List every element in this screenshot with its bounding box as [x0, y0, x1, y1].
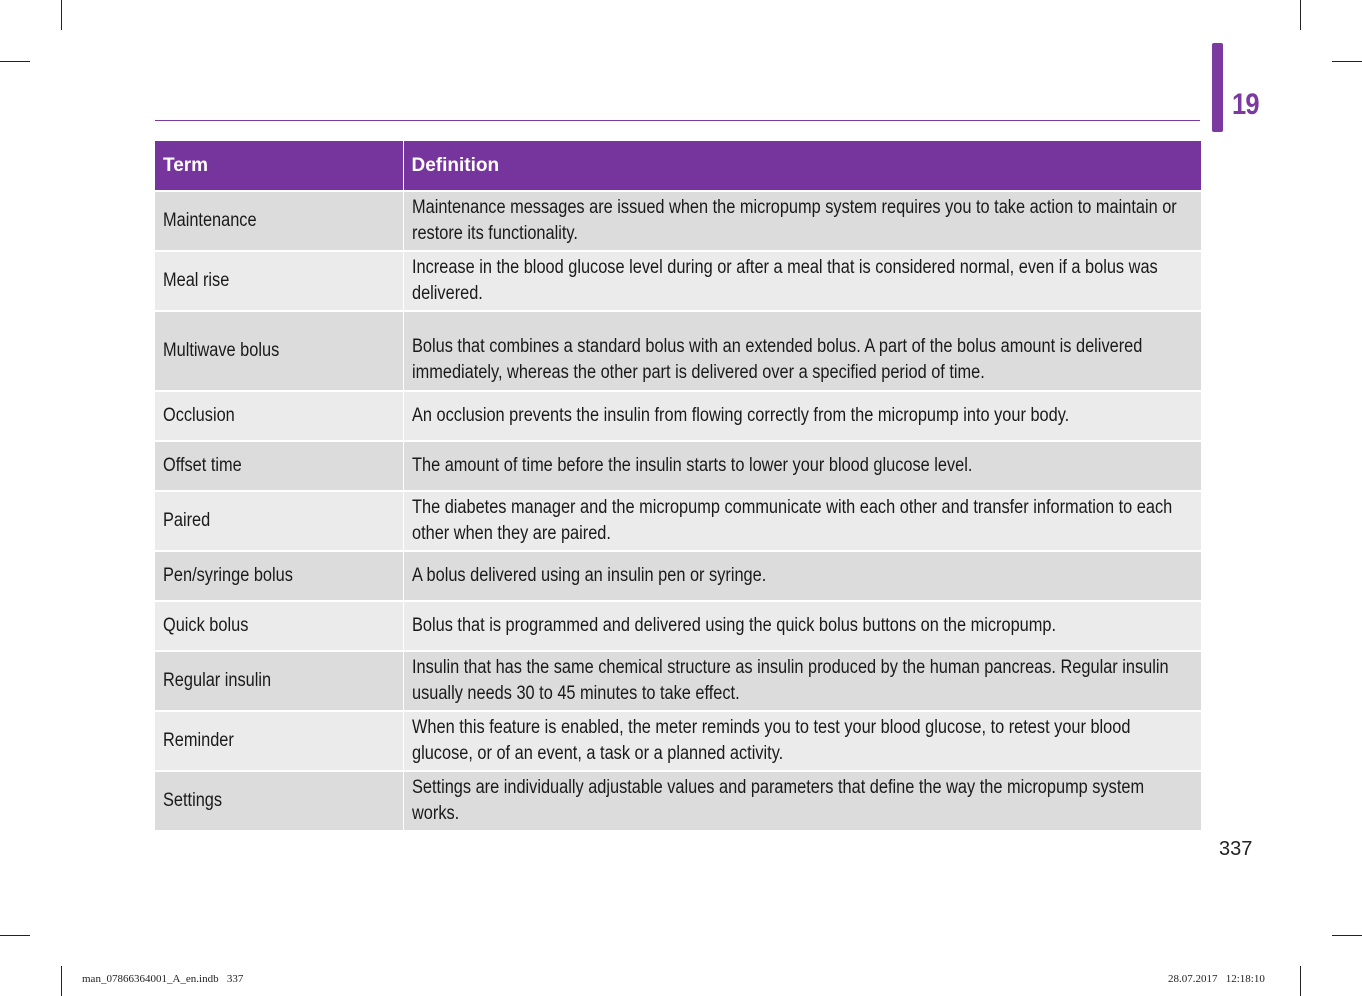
term-text: Multiwave bolus	[163, 340, 280, 361]
term-cell	[155, 771, 403, 830]
definition-text: Maintenance messages are issued when the micropump system requires you to take action to maintain or restore its functionality.	[411, 197, 1177, 244]
table-row	[155, 711, 1201, 771]
definition-text: When this feature is enabled, the meter reminds you to test your blood glucose, to retest your blood glucose, or of an event, a task or a planned activity.	[411, 717, 1130, 764]
term-cell	[155, 391, 403, 441]
column-header-definition	[403, 141, 1201, 191]
term-text: Pen/syringe bolus	[163, 565, 293, 586]
table-row	[155, 771, 1201, 830]
table-row	[155, 601, 1201, 651]
crop-mark	[1300, 966, 1301, 996]
definition-cell	[403, 771, 1201, 830]
term-text: Occlusion	[163, 405, 235, 426]
definition-text: Settings are individually adjustable values and parameters that define the way the micropump system works.	[411, 777, 1144, 824]
term-text: Maintenance	[163, 210, 257, 231]
table-row	[155, 311, 1201, 391]
table-row	[155, 191, 1201, 251]
definition-text: An occlusion prevents the insulin from flowing correctly from the micropump into your body.	[411, 405, 1069, 426]
term-cell	[155, 491, 403, 551]
term-cell	[155, 251, 403, 311]
page-number: 337	[1219, 838, 1253, 860]
print-slug-timestamp: 28.07.2017 12:18:10	[1168, 973, 1265, 985]
term-cell	[155, 311, 403, 391]
glossary-table	[155, 141, 1201, 830]
definition-text: The amount of time before the insulin starts to lower your blood glucose level.	[411, 455, 972, 476]
crop-mark	[1300, 0, 1301, 30]
term-cell	[155, 711, 403, 771]
definition-text: The diabetes manager and the micropump communicate with each other and transfer information to each other when they are paired.	[411, 497, 1172, 544]
term-text: Paired	[163, 510, 211, 531]
definition-cell	[403, 191, 1201, 251]
table-row	[155, 391, 1201, 441]
definition-cell	[403, 711, 1201, 771]
term-text: Reminder	[163, 730, 234, 751]
definition-text: Insulin that has the same chemical structure as insulin produced by the human pancreas. Regular insulin usually needs 30 to 45 minutes to take effect.	[411, 657, 1169, 704]
crop-mark	[1332, 61, 1362, 62]
term-text: Offset time	[163, 455, 242, 476]
chapter-tab-bar	[1212, 43, 1223, 132]
definition-cell	[403, 601, 1201, 651]
definition-text: A bolus delivered using an insulin pen or syringe.	[411, 565, 766, 586]
term-cell	[155, 441, 403, 491]
term-cell	[155, 601, 403, 651]
definition-cell	[403, 441, 1201, 491]
definition-cell	[403, 491, 1201, 551]
column-header-term	[155, 141, 403, 191]
crop-mark	[1332, 935, 1362, 936]
definition-text: Increase in the blood glucose level during or after a meal that is considered normal, even if a bolus was delivered.	[411, 257, 1158, 304]
definition-cell	[403, 391, 1201, 441]
definition-cell	[403, 651, 1201, 711]
header-rule	[155, 120, 1200, 121]
table-row	[155, 651, 1201, 711]
term-cell	[155, 651, 403, 711]
definition-cell	[403, 311, 1201, 391]
crop-mark	[61, 966, 62, 996]
table-row	[155, 251, 1201, 311]
table-row	[155, 441, 1201, 491]
column-header-term-label: Term	[163, 154, 209, 176]
definition-text: Bolus that is programmed and delivered using the quick bolus buttons on the micropump.	[411, 615, 1056, 636]
term-text: Regular insulin	[163, 670, 272, 691]
table-row	[155, 551, 1201, 601]
table-row	[155, 491, 1201, 551]
crop-mark	[0, 935, 30, 936]
term-text: Settings	[163, 790, 223, 811]
definition-cell	[403, 551, 1201, 601]
crop-mark	[0, 61, 30, 62]
term-text: Quick bolus	[163, 615, 249, 636]
column-header-definition-label: Definition	[411, 154, 500, 176]
definition-text: Bolus that combines a standard bolus with an extended bolus. A part of the bolus amount is delivered immediately, whereas the other part is delivered over a specified period of time.	[411, 336, 1142, 383]
term-cell	[155, 191, 403, 251]
crop-mark	[61, 0, 62, 30]
term-cell	[155, 551, 403, 601]
table-header-row	[155, 141, 1201, 191]
definition-cell	[403, 251, 1201, 311]
print-slug-file: man_07866364001_A_en.indb 337	[82, 973, 244, 985]
term-text: Meal rise	[163, 270, 230, 291]
chapter-number: 19	[1232, 88, 1259, 121]
